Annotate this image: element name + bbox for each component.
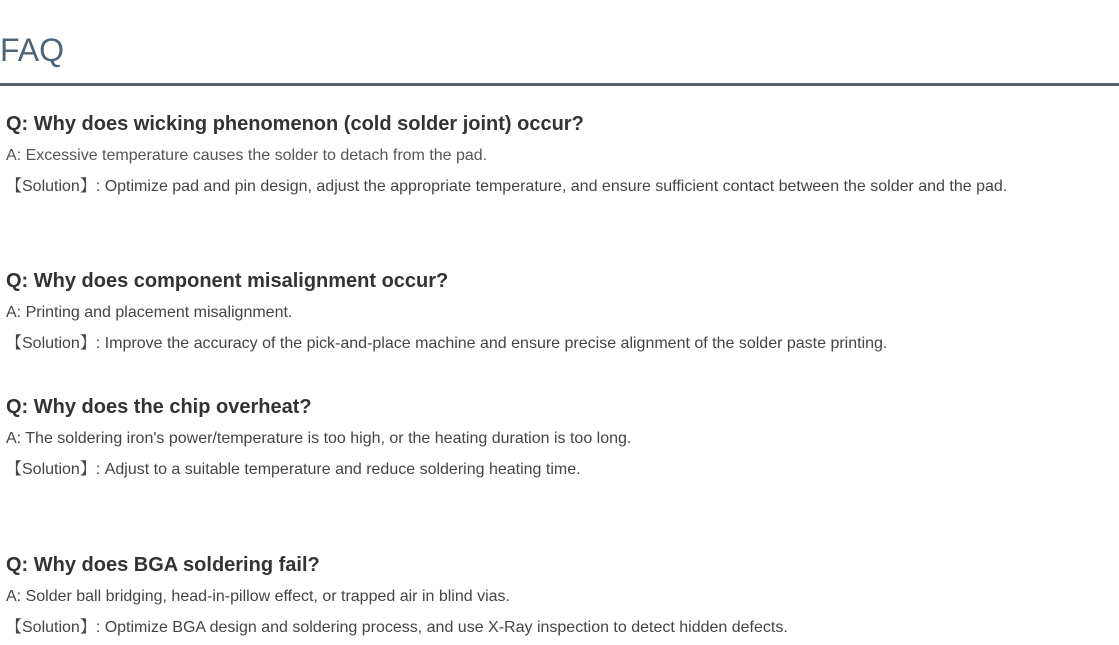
faq-question: Q: Why does BGA soldering fail? <box>6 554 320 576</box>
faq-solution: 【Solution】: Optimize pad and pin design, adjust the appropriate temperature, and ensure sufficient contact between the solder and the pad. <box>6 178 1008 195</box>
faq-question: Q: Why does component misalignment occur? <box>6 270 449 292</box>
faq-solution: 【Solution】: Optimize BGA design and soldering process, and use X-Ray inspection to detect hidden defects. <box>6 619 788 636</box>
faq-answer: A: Excessive temperature causes the solder to detach from the pad. <box>6 147 488 164</box>
faq-answer: A: Printing and placement misalignment. <box>6 304 293 321</box>
faq-question: Q: Why does the chip overheat? <box>6 396 312 418</box>
faq-header <box>0 0 1119 86</box>
faq-solution: 【Solution】: Adjust to a suitable temperature and reduce soldering heating time. <box>6 461 581 478</box>
faq-item-bga <box>6 551 1111 643</box>
faq-answer: A: The soldering iron's power/temperature is too high, or the heating duration is too long. <box>6 430 632 447</box>
page-title: FAQ <box>0 32 65 68</box>
faq-item-wicking <box>6 110 1111 202</box>
faq-solution: 【Solution】: Improve the accuracy of the pick-and-place machine and ensure precise alignment of the solder paste printing. <box>6 335 888 352</box>
faq-question: Q: Why does wicking phenomenon (cold solder joint) occur? <box>6 113 584 135</box>
faq-item-misalignment <box>6 267 1111 359</box>
faq-item-overheat <box>6 393 1111 485</box>
faq-answer: A: Solder ball bridging, head-in-pillow effect, or trapped air in blind vias. <box>6 588 510 605</box>
